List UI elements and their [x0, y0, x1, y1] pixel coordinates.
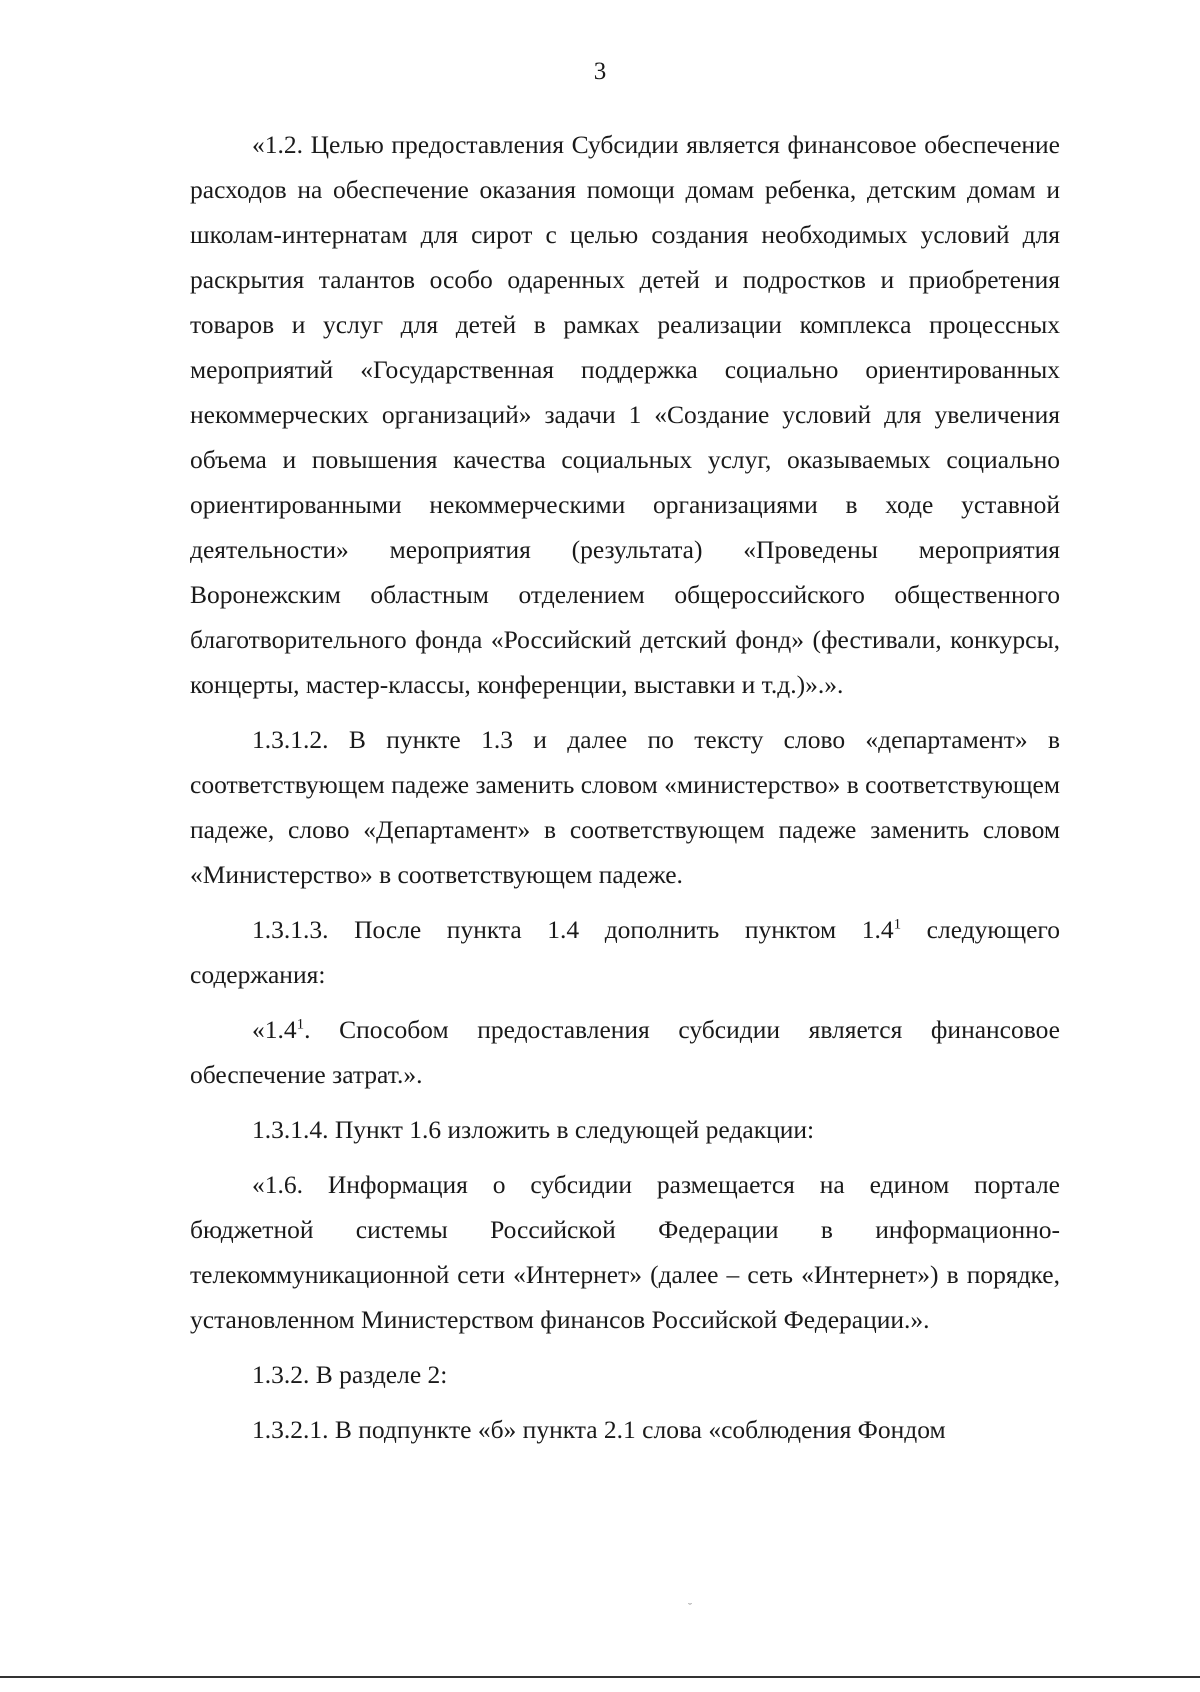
- paragraph-1-4-1: [190, 1007, 1060, 1097]
- paragraph-1-3-2: 1.3.2. В разделе 2:: [252, 1360, 448, 1389]
- paragraph-purpose-1-2: «1.2. Целью предоставления Субсидии является финансовое обеспечение расходов на обеспечение оказания помощи домам ребенка, детским домам и школам-интернатам для сирот с целью создания необходимых условий для раскрытия талантов особо одаренных детей и подростков и приобретения товаров и услуг для детей в рамках реализации комплекса процессных мероприятий «Государственная поддержка социально ориентированных некоммерческих организаций» задачи 1 «Создание условий для увеличения объема и повышения качества социальных услуг, оказываемых социально ориентированными некоммерческими организациями в ходе уставной деятельности» мероприятия (результата) «Проведены мероприятия Воронежским областным отделением общероссийского общественного благотворительного фонда «Российский детский фонд» (фестивали, конкурсы, концерты, мастер-классы, конференции, выставки и т.д.)».».: [190, 130, 1060, 699]
- paragraph-1-3-1-3: [190, 907, 1060, 997]
- scan-artifact: ˘: [688, 1600, 692, 1614]
- bottom-rule: [0, 1676, 1200, 1678]
- paragraph-1-3-1-3-text: 1.3.1.3. После пункта 1.4 дополнить пунктом 1.4: [252, 915, 894, 944]
- superscript-marker: 1: [893, 916, 902, 933]
- paragraph-1-3-1-3-tail: следующего содержания:: [190, 915, 1060, 989]
- paragraph-1-3-1-2: 1.3.1.2. В пункте 1.3 и далее по тексту слово «департамент» в соответствующем падеже заменить словом «министерство» в соответствующем падеже, слово «Департамент» в соответствующем падеже заменить словом «Министерство» в соответствующем падеже.: [190, 725, 1060, 889]
- page-number: 3: [593, 58, 607, 85]
- paragraph-1-4-1-text: «1.4: [252, 1015, 297, 1044]
- document-body: [190, 122, 1060, 1452]
- paragraph-1-4-1-tail: . Способом предоставления субсидии является финансовое обеспечение затрат.».: [190, 1015, 1060, 1089]
- paragraph-1-6: «1.6. Информация о субсидии размещается на едином портале бюджетной системы Российской Федерации в информационно-телекоммуникационной сети «Интернет» (далее – сеть «Интернет») в порядке, установленном Министерством финансов Российской Федерации.».: [190, 1170, 1060, 1334]
- paragraph-1-3-1-4: 1.3.1.4. Пункт 1.6 изложить в следующей редакции:: [252, 1115, 815, 1144]
- superscript-marker: 1: [296, 1016, 305, 1033]
- paragraph-1-3-2-1: 1.3.2.1. В подпункте «б» пункта 2.1 слова «соблюдения Фондом: [252, 1415, 946, 1444]
